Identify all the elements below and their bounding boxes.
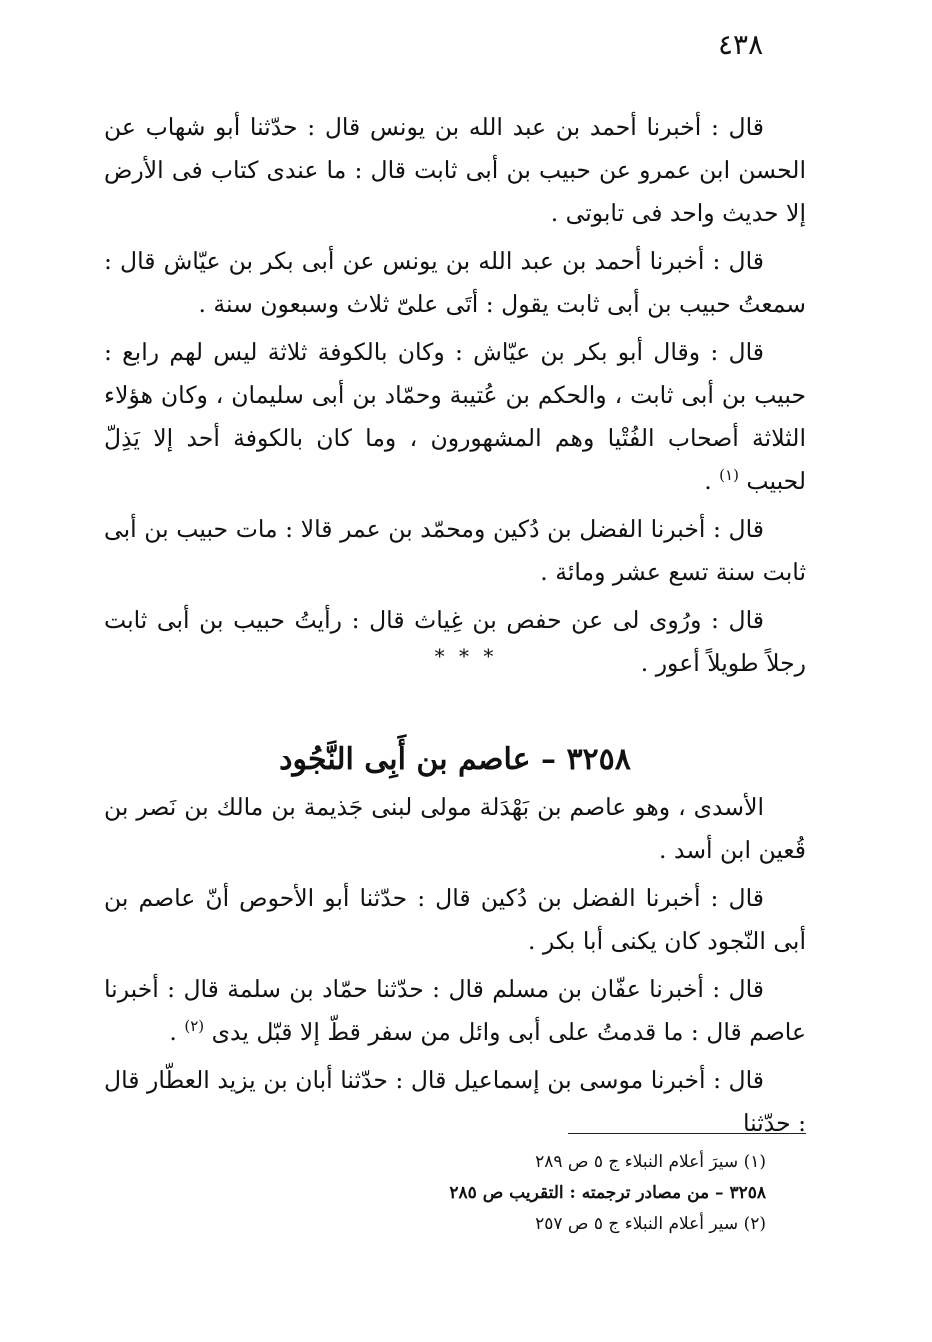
footnote-item: ٣٢٥٨ – من مصادر ترجمته : التقريب ص ٢٨٥ <box>449 1183 766 1203</box>
paragraph: قال : أخبرنا أحمد بن عبد الله بن يونس عن أبى بكر بن عيّاش قال : سمعتُ حبيب بن أبى ثابت يقول : أتَى علىّ ثلاث وسبعون سنة . <box>104 247 806 318</box>
paragraph-text: قال : أخبرنا عفّان بن مسلم قال : حدّثنا حمّاد بن سلمة قال : أخبرنا عاصم قال : ما قدمتُ على أبى وائل من سفر قطّ إلا قبّل يدى <box>104 975 806 1046</box>
paragraph: قال : أخبرنا أحمد بن عبد الله بن يونس قال : حدّثنا أبو شهاب عن الحسن ابن عمرو عن حبيب بن أبى ثابت قال : ما عندى كتاب فى الأرض إلا حديث واحد فى تابوتى . <box>104 113 806 227</box>
footnote-divider <box>568 1133 806 1134</box>
footnote-item: (٢) سير أعلام النبلاء ج ٥ ص ٢٥٧ <box>535 1214 766 1234</box>
footnotes-list <box>104 1147 766 1240</box>
paragraph: قال : أخبرنا الفضل بن دُكين ومحمّد بن عمر قالا : مات حبيب بن أبى ثابت سنة تسع عشر ومائة . <box>104 515 806 586</box>
paragraph-end: . <box>169 1018 185 1046</box>
paragraph-end: . <box>704 467 720 495</box>
footnote-item: (١) سيرَ أعلام النبلاء ج ٥ ص ٢٨٩ <box>535 1152 766 1172</box>
paragraph: قال : أخبرنا موسى بن إسماعيل قال : حدّثنا أبان بن يزيد العطّار قال : حدّثنا <box>104 1066 806 1137</box>
entry-heading: ٣٢٥٨ – عاصم بن أَبِى النَّجُود <box>279 742 631 777</box>
section-separator: * * * <box>434 644 498 668</box>
page-number: ٤٣٨ <box>718 28 764 61</box>
entry-text <box>104 786 806 1150</box>
paragraph: قال : ورُوى لى عن حفص بن غِياث قال : رأيتُ حبيب بن أبى ثابت رجلاً طويلاً أعور . <box>104 606 806 677</box>
previous-entry-text <box>104 106 806 690</box>
paragraph-text: قال : وقال أبو بكر بن عيّاش : وكان بالكوفة ثلاثة ليس لهم رابع : حبيب بن أبى ثابت ، والحكم بن عُتيبة وحمّاد بن أبى سليمان ، وكان هؤلاء الثلاثة أصحاب الفُتْيا وهم المشهورون ، وما كان بالكوفة أحد إلا يَذِلّ لحبيب <box>104 338 806 495</box>
paragraph-with-note <box>104 968 806 1054</box>
paragraph-with-note <box>104 331 806 503</box>
footnote-ref-2: (٢) <box>184 1017 205 1036</box>
footnote-ref-1: (١) <box>719 466 739 485</box>
paragraph: الأسدى ، وهو عاصم بن بَهْدَلة مولى لبنى جَذيمة بن مالك بن نَصر بن قُعين ابن أسد . <box>104 793 806 864</box>
paragraph: قال : أخبرنا الفضل بن دُكين قال : حدّثنا أبو الأحوص أنّ عاصم بن أبى النّجود كان يكنى أبا بكر . <box>104 884 806 955</box>
